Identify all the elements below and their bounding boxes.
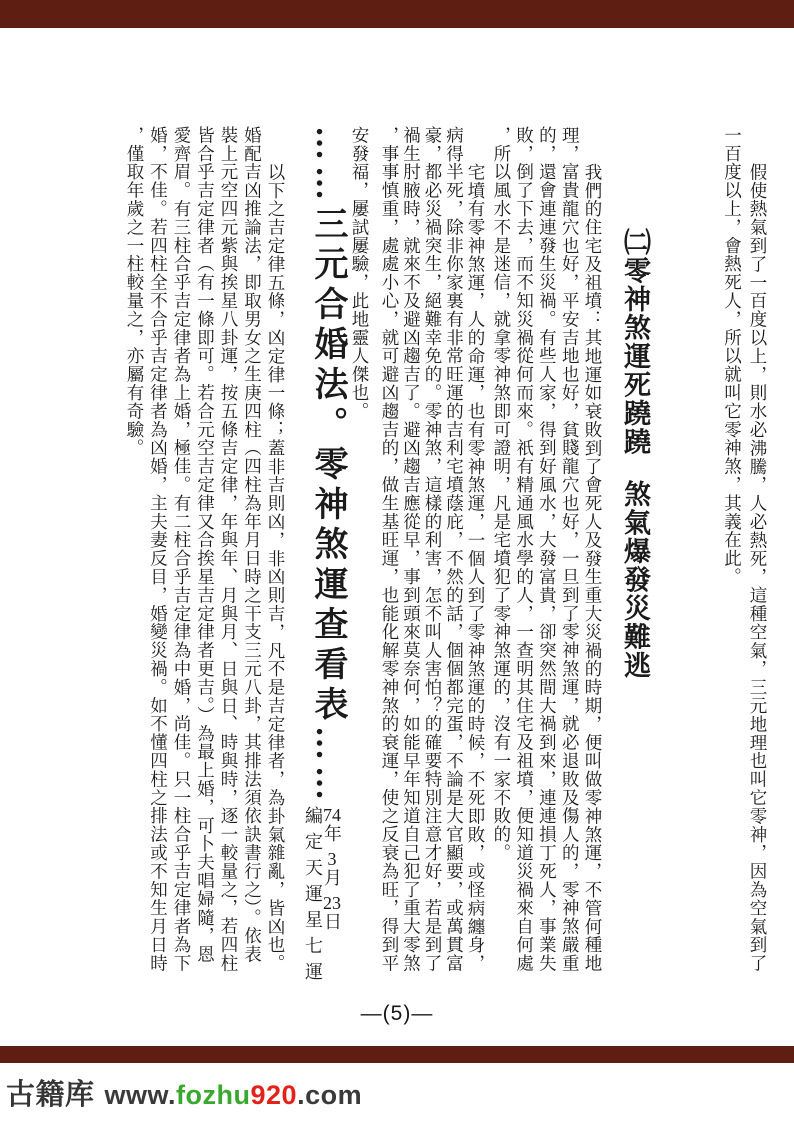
watermark-domain: fozhu <box>176 1080 251 1110</box>
title-date-group <box>303 806 341 1006</box>
date-number: 74 <box>323 806 341 824</box>
date-number: 23 <box>323 894 341 912</box>
marriage-column: 皆合乎吉定律者（有一條即可。若合元空吉定律又合挨星吉定律者更吉。）為最上婚，可卜夫唱婦隨，恩 <box>195 126 216 964</box>
body-column: 宅墳有零神煞運，人的命運，也有零神煞運，一個人到了零神煞運的時候，不死即敗，或怪病纏身， <box>466 162 486 973</box>
body-column: 的，還會連連發生災禍。有些人家，得到好風水，大發富貴，卻突然間大禍到來，連連損丁死人，事業失 <box>537 126 558 973</box>
body-column: 豪，都必災禍突生，絕難幸免的。零神煞，這樣的利害，怎不叫人害怕？的確要特別注意才好，若是到了 <box>423 126 443 973</box>
marriage-column: 愛齊眉。有三柱合乎吉定律者為上婚，極佳。有二柱合乎吉定律為中婚，尚佳。只一柱合乎吉定律者為下 <box>172 126 192 973</box>
marriage-column: 以下之吉定律五條，凶定律一條；蓋非吉則凶，非凶則吉，凡不是吉定律者，為卦氣雜亂，皆凶也。 <box>266 162 286 973</box>
date-unit: 年 <box>322 824 342 850</box>
body-paragraph-1 <box>487 126 601 994</box>
marriage-column: 裝上元空四元紫與挨星八卦運，按五條吉定律，年與年、月與月、日與日、時與時，逐一較量之，若四柱 <box>219 126 239 973</box>
marriage-rules-paragraph <box>120 126 285 994</box>
watermark-www: www. <box>104 1080 177 1110</box>
marriage-column: 婚，不佳。若四柱全不合乎吉定律者為凶婚，主夫妻反目，婚變災禍。如不懂四柱之排法或不知生月日時 <box>148 126 169 973</box>
date-column <box>322 806 341 1006</box>
date-unit: 日 <box>322 912 342 938</box>
body-column: 安發福，屢試屢驗，此地靈人傑也。 <box>350 126 370 421</box>
section-heading-group <box>606 228 648 828</box>
date-number: 3 <box>327 850 337 868</box>
intro-paragraph <box>715 126 766 994</box>
marriage-column: ，僅取年歲之一柱較量之，亦屬有奇驗。 <box>125 126 145 458</box>
body-paragraph-2-end <box>345 126 368 994</box>
section-heading-sub: 煞氣爆發災難逃 <box>620 480 650 680</box>
watermark-tld: .com <box>297 1080 363 1110</box>
body-column: 病得半死，除非你家裏有非常旺運的吉利宅墳蔭庇，不然的話，個個都完蛋，不論是大官顯要，或萬貫富 <box>444 126 465 973</box>
bottom-edge-band <box>0 1046 794 1063</box>
body-column: 禍生肘腋時，就來不及避凶趨吉了。避凶趨吉應從早，事到頭來莫奈何，如能早年知道自己犯了重大零煞 <box>401 126 422 973</box>
marriage-column: 婚配吉凶推論法，即取男女之生庚四柱（四柱為年月日時之干支三元八卦，其排法須依訣書行之）。依表 <box>242 126 263 964</box>
top-edge-band <box>0 0 794 28</box>
body-column: 理，富貴龍穴也好，平安吉地也好，貧賤龍穴也好，一旦到了零神煞運，就必退敗及傷人的，零神煞嚴重 <box>560 126 581 973</box>
section-heading-main: ㈡零神煞運死蹺蹺 <box>620 228 650 456</box>
body-column: ，所以風水不是迷信，就拿零神煞即可證明，凡是宅墳犯了零神煞運的，沒有一家不敗的。 <box>491 126 512 862</box>
article-title: ……三元合婚法。零神煞運查看表…… <box>309 126 346 806</box>
editor-column: 編定天運星七運 <box>303 806 323 988</box>
body-column: 敗，倒了下去，而不知災禍從何而來。祇有精通風水學的人，一查明其住宅及祖墳，便知道災禍來自何處 <box>514 126 535 973</box>
body-column: 我們的住宅及祖墳：其地運如衰敗到了會死人及發生重大災禍的時期，便叫做零神煞運，不管何種地 <box>583 162 603 973</box>
intro-column: 一百度以上，會熱死人，所以就叫它零神煞，其義在此。 <box>722 126 743 586</box>
section-heading <box>606 228 648 828</box>
watermark-domain-number: 920 <box>250 1080 298 1110</box>
watermark <box>6 1072 362 1113</box>
watermark-site-name: 古籍库 <box>6 1079 95 1111</box>
intro-column: 假使熱氣到了一百度以上，則水必沸騰，人必熱死，這種空氣，三元地理也叫它零神，因為空氣到了 <box>748 162 768 973</box>
body-paragraph-2 <box>377 126 485 994</box>
date-unit: 月 <box>322 868 342 894</box>
body-column: ，事事慎重，處處小心，就可避凶趨吉的，做生基旺運，也能化解零神煞的衰運，使之反衰為旺，得到平 <box>380 126 400 973</box>
page-number: —(5)— <box>360 1002 434 1025</box>
